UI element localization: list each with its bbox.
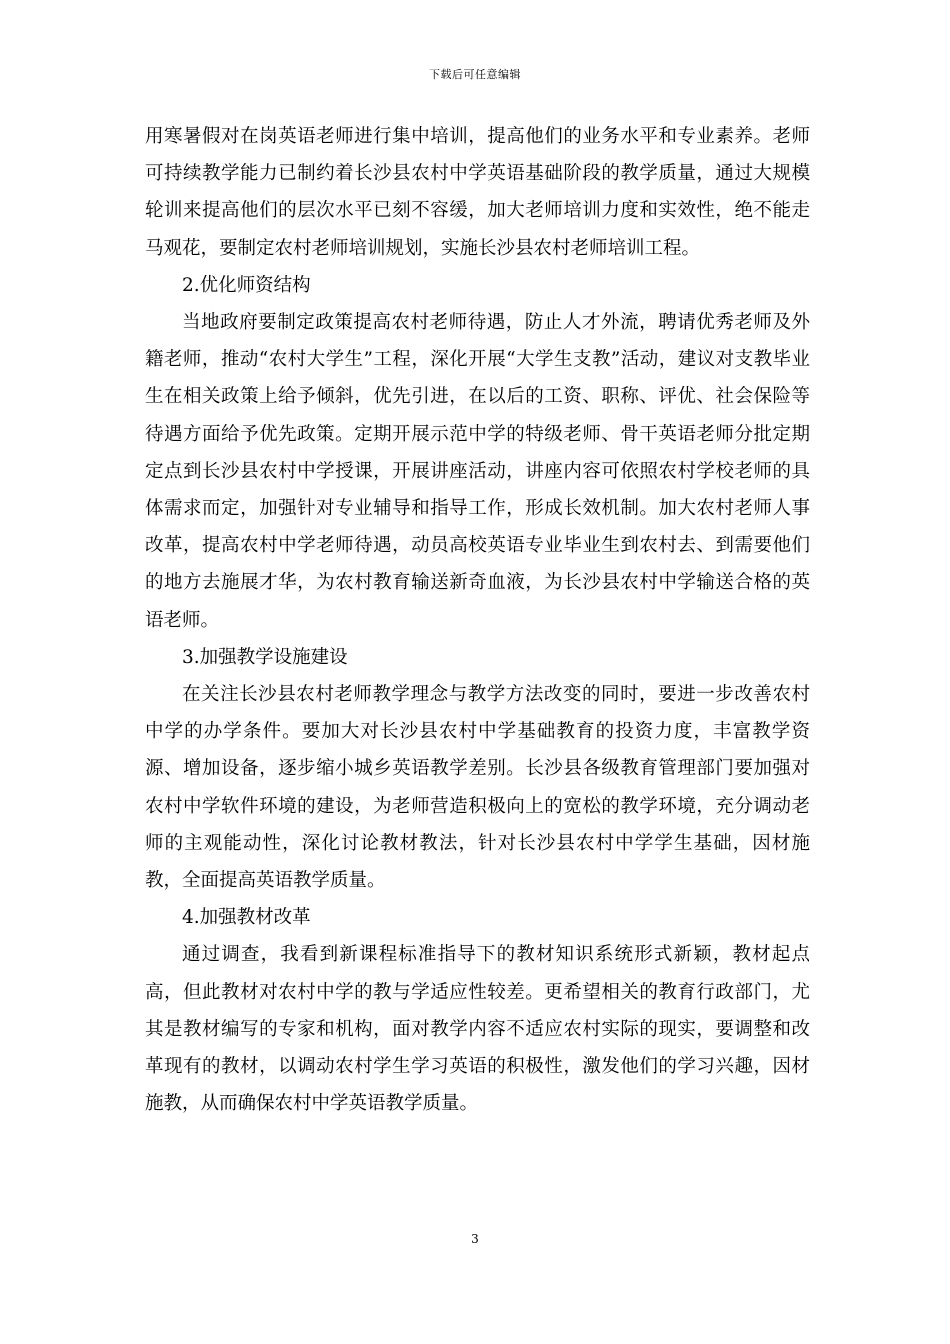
page-header: 下载后可任意编辑 — [429, 68, 521, 81]
page-number: 3 — [471, 1232, 479, 1246]
paragraph-facilities: 在关注长沙县农村老师教学理念与教学方法改变的同时，要进一步改善农村中学的办学条件。要加大对长沙县农村中学基础教育的投资力度，丰富教学资源、增加设备，逐步缩小城乡英语教学差别。长沙县各级教育管理部门要加强对农村中学软件环境的建设，为老师营造积极向上的宽松的教学环境，充分调动老师的主观能动性，深化讨论教材教法，针对长沙县农村中学学生基础，因材施教，全面提高英语教学质量。 — [145, 684, 810, 892]
section-heading-4: 4.加强教材改革 — [182, 907, 311, 929]
paragraph-continued: 用寒暑假对在岗英语老师进行集中培训，提高他们的业务水平和专业素养。老师可持续教学能力已制约着长沙县农村中学英语基础阶段的教学质量，通过大规模轮训来提高他们的层次水平已刻不容缓，加大老师培训力度和实效性，绝不能走马观花，要制定农村老师培训规划，实施长沙县农村老师培训工程。 — [145, 126, 810, 259]
section-heading-2: 2.优化师资结构 — [182, 274, 311, 296]
paragraph-teacher-structure: 当地政府要制定政策提高农村老师待遇，防止人才外流，聘请优秀老师及外籍老师，推动“农村大学生”工程，深化开展“大学生支教”活动，建议对支教毕业生在相关政策上给予倾斜，优先引进，在以后的工资、职称、评优、社会保险等待遇方面给予优先政策。定期开展示范中学的特级老师、骨干英语老师分批定期定点到长沙县农村中学授课，开展讲座活动，讲座内容可依照农村学校老师的具体需求而定，加强针对专业辅导和指导工作，形成长效机制。加大农村老师人事改革，提高农村中学老师待遇，动员高校英语专业毕业生到农村去、到需要他们的地方去施展才华，为农村教育输送新奇血液，为长沙县农村中学输送合格的英语老师。 — [145, 312, 810, 631]
section-heading-3: 3.加强教学设施建设 — [182, 646, 348, 668]
document-body — [145, 118, 810, 1122]
paragraph-textbook-reform: 通过调查，我看到新课程标准指导下的教材知识系统形式新颖，教材起点高，但此教材对农村中学的教与学适应性较差。更希望相关的教育行政部门，尤其是教材编写的专家和机构，面对教学内容不适应农村实际的现实，要调整和改革现有的教材，以调动农村学生学习英语的积极性，激发他们的学习兴趣，因材施教，从而确保农村中学英语教学质量。 — [145, 944, 810, 1115]
